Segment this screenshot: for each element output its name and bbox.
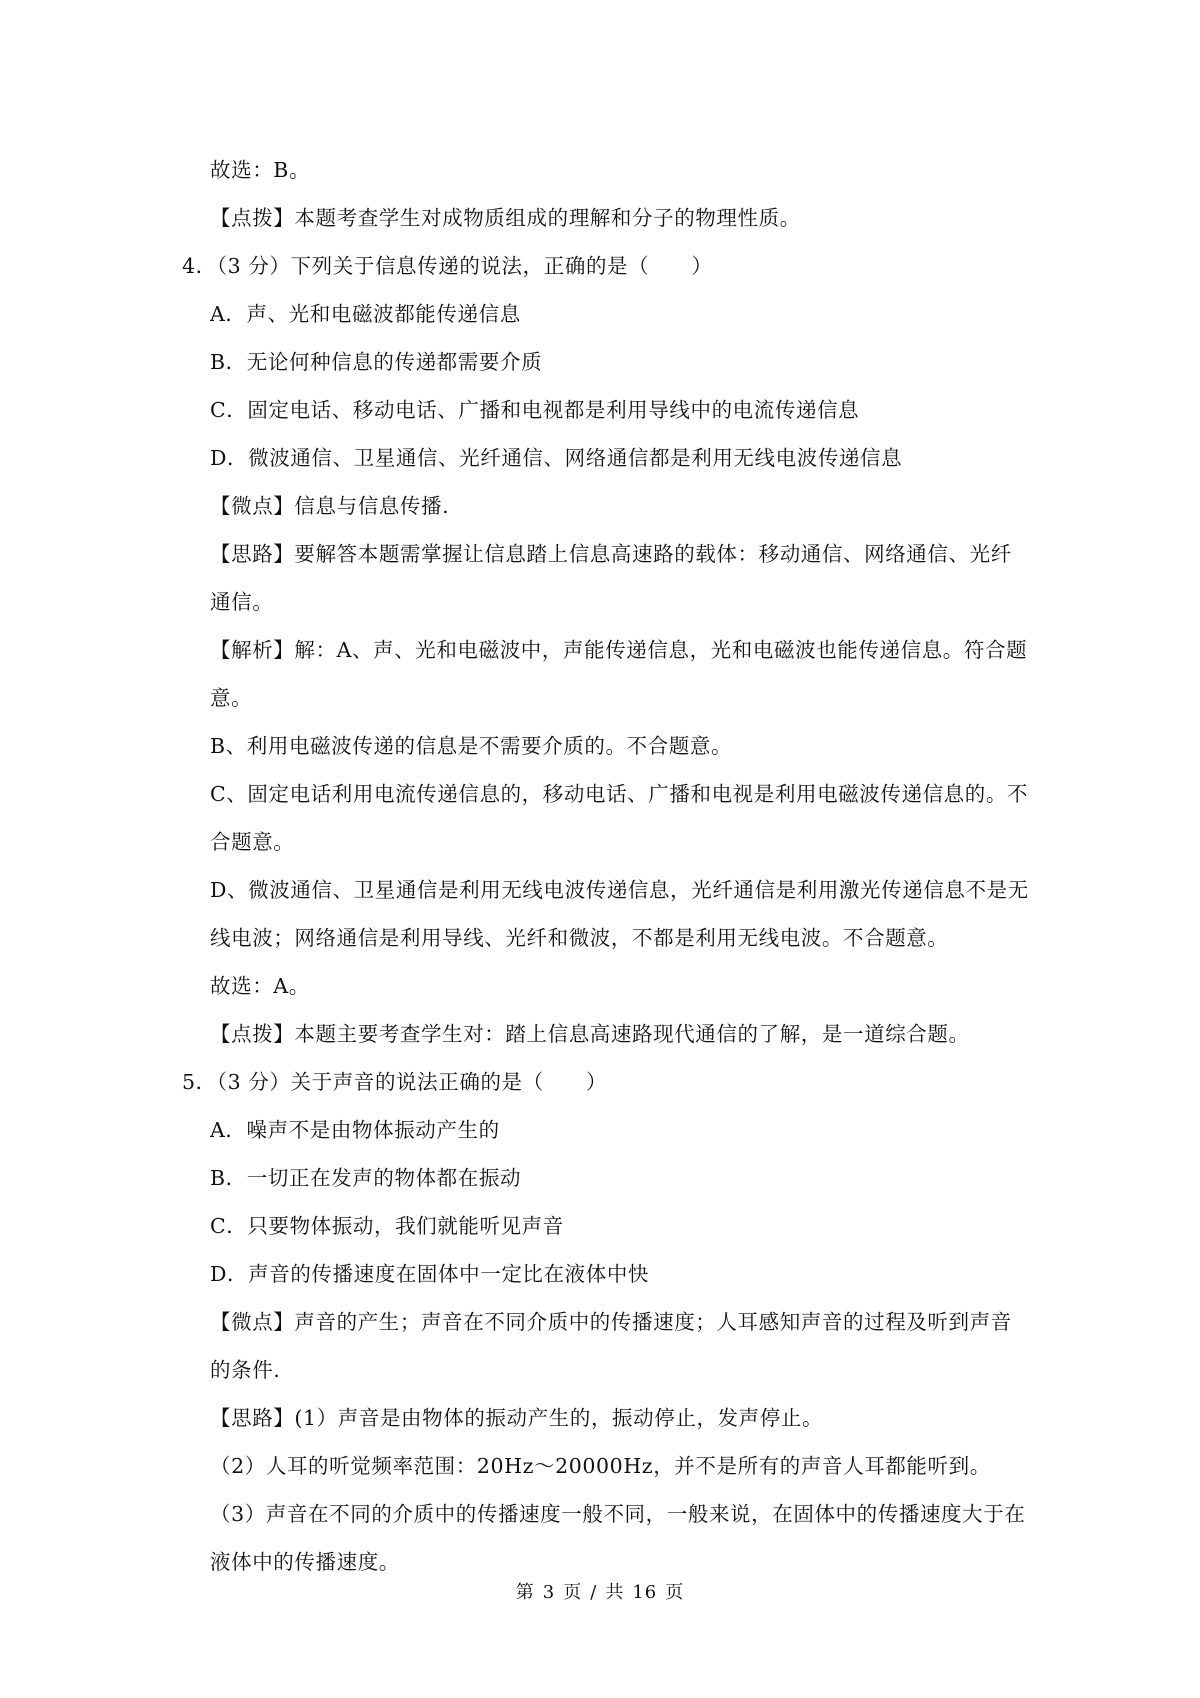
question-4-analysis-d-line-2: 线电波；网络通信是利用导线、光纤和微波，不都是利用无线电波。不合题意。 — [210, 926, 949, 950]
footer-total-pages: 16 — [632, 1582, 658, 1603]
question-5-idea-2: （2）人耳的听觉频率范围：20Hz～20000Hz，并不是所有的声音人耳都能听到。 — [210, 1454, 991, 1478]
page-footer — [0, 1581, 1200, 1605]
question-5-option-b: B．一切正在发声的物体都在振动 — [210, 1166, 522, 1190]
question-4-analysis-d-line-1: D、微波通信、卫星通信是利用无线电波传递信息，光纤通信是利用激光传递信息不是无 — [210, 878, 1029, 902]
question-5-idea-1: 【思路】(1）声音是由物体的振动产生的，振动停止，发声停止。 — [210, 1406, 824, 1430]
question-5-point-line-1: 【微点】声音的产生；声音在不同介质中的传播速度；人耳感知声音的过程及听到声音 — [210, 1310, 1012, 1334]
footer-separator: / — [590, 1582, 598, 1603]
question-4-tip: 【点拨】本题主要考查学生对：踏上信息高速路现代通信的了解，是一道综合题。 — [210, 1022, 970, 1046]
question-4-option-a: A．声、光和电磁波都能传递信息 — [210, 302, 521, 326]
text-line-tip-3: 【点拨】本题考查学生对成物质组成的理解和分子的物理性质。 — [210, 206, 801, 230]
question-4-stem: 4．（3 分）下列关于信息传递的说法，正确的是（ ） — [182, 254, 713, 278]
footer-total-prefix: 共 — [605, 1582, 625, 1603]
question-4-point: 【微点】信息与信息传播. — [210, 494, 450, 518]
question-4-analysis-line-1: 【解析】解：A、声、光和电磁波中，声能传递信息，光和电磁波也能传递信息。符合题 — [210, 638, 1028, 662]
question-4-analysis-c-line-1: C、固定电话利用电流传递信息的，移动电话、广播和电视是利用电磁波传递信息的。不 — [210, 782, 1029, 806]
text-line-answer-b: 故选：B。 — [210, 158, 311, 182]
question-5-stem: 5．（3 分）关于声音的说法正确的是（ ） — [182, 1070, 608, 1094]
question-4-analysis-c-line-2: 合题意。 — [210, 830, 295, 854]
footer-page-number: 3 — [542, 1582, 556, 1603]
question-5-option-c: C．只要物体振动，我们就能听见声音 — [210, 1214, 564, 1238]
question-5-point-line-2: 的条件. — [210, 1358, 281, 1382]
question-4-analysis-line-2: 意。 — [210, 686, 253, 710]
question-4-analysis-b: B、利用电磁波传递的信息是不需要介质的。不合题意。 — [210, 734, 733, 758]
question-4-idea-line-1: 【思路】要解答本题需掌握让信息踏上信息高速路的载体：移动通信、网络通信、光纤 — [210, 542, 1012, 566]
question-4-option-b: B．无论何种信息的传递都需要介质 — [210, 350, 543, 374]
question-5-idea-3-line-2: 液体中的传播速度。 — [210, 1550, 400, 1574]
footer-prefix: 第 — [515, 1582, 535, 1603]
footer-page-unit: 页 — [563, 1582, 583, 1603]
question-4-option-d: D．微波通信、卫星通信、光纤通信、网络通信都是利用无线电波传递信息 — [210, 446, 903, 470]
question-5-option-d: D．声音的传播速度在固体中一定比在液体中快 — [210, 1262, 650, 1286]
question-4-idea-line-2: 通信。 — [210, 590, 274, 614]
footer-total-unit: 页 — [665, 1582, 685, 1603]
question-4-option-c: C．固定电话、移动电话、广播和电视都是利用导线中的电流传递信息 — [210, 398, 860, 422]
question-5-idea-3-line-1: （3）声音在不同的介质中的传播速度一般不同，一般来说，在固体中的传播速度大于在 — [210, 1502, 1026, 1526]
question-4-answer: 故选：A。 — [210, 974, 310, 998]
question-5-option-a: A．噪声不是由物体振动产生的 — [210, 1118, 500, 1142]
